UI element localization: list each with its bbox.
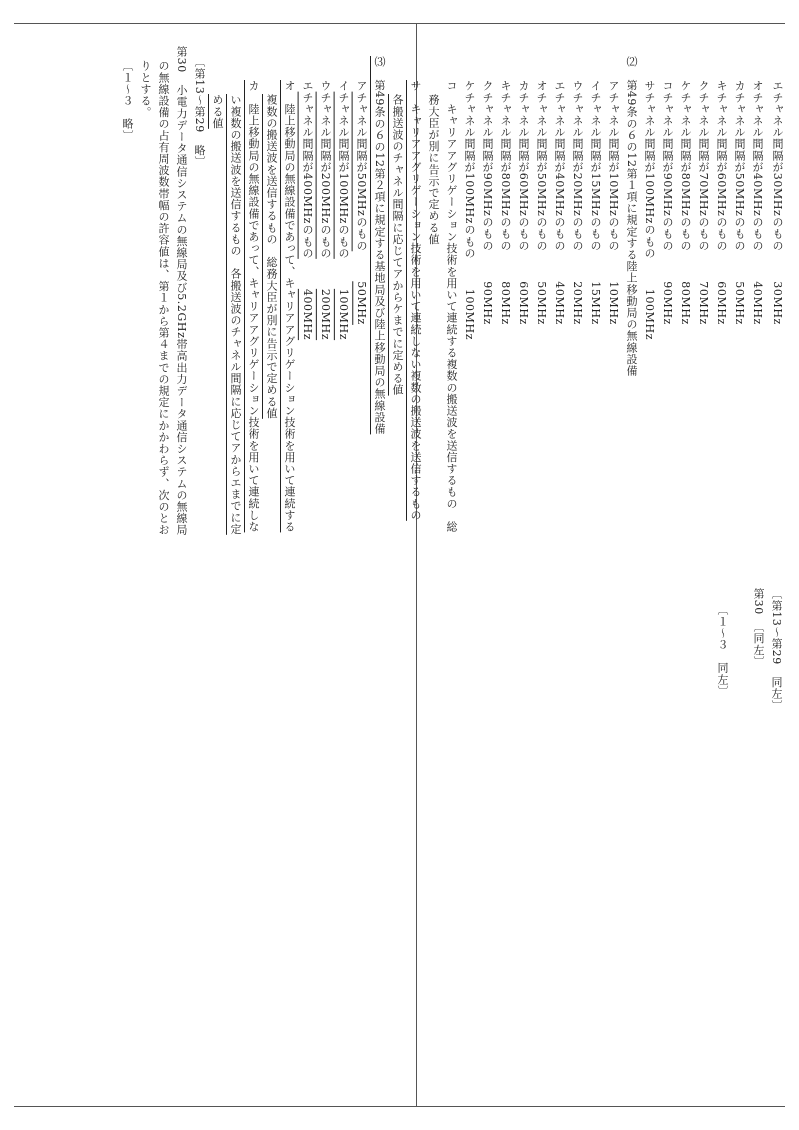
s2-item-ka: カチャネル間隔が60MHzのもの60MHz — [517, 80, 530, 325]
current-text — [14, 570, 785, 1100]
item-e-text: チャネル間隔が30MHzのもの — [771, 91, 784, 252]
right-same-1-3: 〔１〜３ 同左〕 — [716, 604, 729, 697]
s2-item-i: イチャネル間隔が15MHzのもの15MHz — [589, 80, 602, 325]
right-article-30: 第30 〔同左〕 — [752, 588, 765, 668]
s3-item-ka: カ 陸上移動局の無線設備であって、キャリアアグリゲーション技術を用いて連続しな — [247, 80, 260, 533]
s3-item-e: エチャネル間隔が400MHzのもの400MHz — [301, 80, 314, 341]
item-ka: カチャネル間隔が50MHzのもの50MHz — [733, 80, 746, 325]
s2-item-ko: コ キャリアアグリゲーション技術を用いて連続する複数の搬送波を送信するもの 総 — [445, 80, 458, 533]
item-o: オチャネル間隔が40MHzのもの40MHz — [751, 80, 764, 325]
s2-item-o: オチャネル間隔が50MHzのもの50MHz — [535, 80, 548, 325]
item-ki: キチャネル間隔が60MHzのもの60MHz — [715, 80, 728, 325]
bottom-rule — [14, 1106, 785, 1107]
s2-item-u: ウチャネル間隔が20MHzのもの20MHz — [571, 80, 584, 325]
s3-item-u: ウチャネル間隔が200MHzのもの200MHz — [319, 80, 332, 341]
s3-item-o: オ 陸上移動局の無線設備であって、キャリアアグリゲーション技術を用いて連続する — [283, 80, 296, 533]
s3-item-o-cont: 複数の搬送波を送信するもの 総務大臣が別に告示で定める値 — [265, 94, 278, 419]
right-spacer — [731, 570, 749, 1100]
section-3-title: ⑶ 第49条の６の12第２項に規定する基地局及び陸上移動局の無線設備 — [373, 56, 386, 435]
s2-item-sa: サ キャリアアグリゲーション技術を用いて連続しない複数の搬送波を送信するもの — [409, 80, 422, 521]
s2-item-a: アチャネル間隔が10MHzのもの10MHz — [607, 80, 620, 325]
article-30-line-2: の無線設備の占有周波数帯幅の許容値は、第１から第４までの規定にかかわらず、次のとお — [157, 60, 170, 536]
s3-item-ka-cont: い複数の搬送波を送信するもの 各搬送波のチャネル間隔に応じてアからエまでに定 — [229, 94, 242, 535]
item-ko: コチャネル間隔が90MHzのもの90MHz — [661, 80, 674, 325]
article-30-line-3: りとする。 — [139, 60, 152, 118]
section-2-title: ⑵ 第49条の６の12第１項に規定する陸上移動局の無線設備 — [625, 56, 638, 377]
s3-item-i: イチャネル間隔が100MHzのもの100MHz — [337, 80, 350, 341]
item-e-value: 30MHz — [771, 281, 784, 325]
s3-item-a: アチャネル間隔が50MHzのもの50MHz — [355, 80, 368, 325]
item-sa: サチャネル間隔が100MHzのもの100MHz — [643, 80, 656, 341]
s2-item-ko-cont: 務大臣が別に告示で定める値 — [427, 94, 440, 245]
omit-1-3: 〔１〜３ 略〕 — [121, 60, 134, 142]
item-ku: クチャネル間隔が70MHzのもの70MHz — [697, 80, 710, 325]
omit-13-29: 〔第13〜第29 略〕 — [193, 56, 206, 168]
s2-item-ke: ケチャネル間隔が100MHzのもの100MHz — [463, 80, 476, 341]
s2-item-sa-cont: 各搬送波のチャネル間隔に応じてアからケまでに定める値 — [391, 94, 404, 396]
article-30-line-1: 第30 小電力データ通信システムの無線局及び5.2GHz帯高出力データ通信システムの無線局 — [175, 46, 188, 536]
s2-item-ki: キチャネル間隔が80MHzのもの80MHz — [499, 80, 512, 325]
right-same-13-29: 〔第13〜第29 同左〕 — [770, 588, 783, 712]
item-e: エチャネル間隔が30MHzのもの30MHz — [771, 80, 784, 325]
s2-item-e: エチャネル間隔が40MHzのもの40MHz — [553, 80, 566, 325]
s3-item-ka-cont-2: める値 — [211, 94, 224, 129]
item-ke: ケチャネル間隔が80MHzのもの80MHz — [679, 80, 692, 325]
s2-item-ku: クチャネル間隔が90MHzのもの90MHz — [481, 80, 494, 325]
